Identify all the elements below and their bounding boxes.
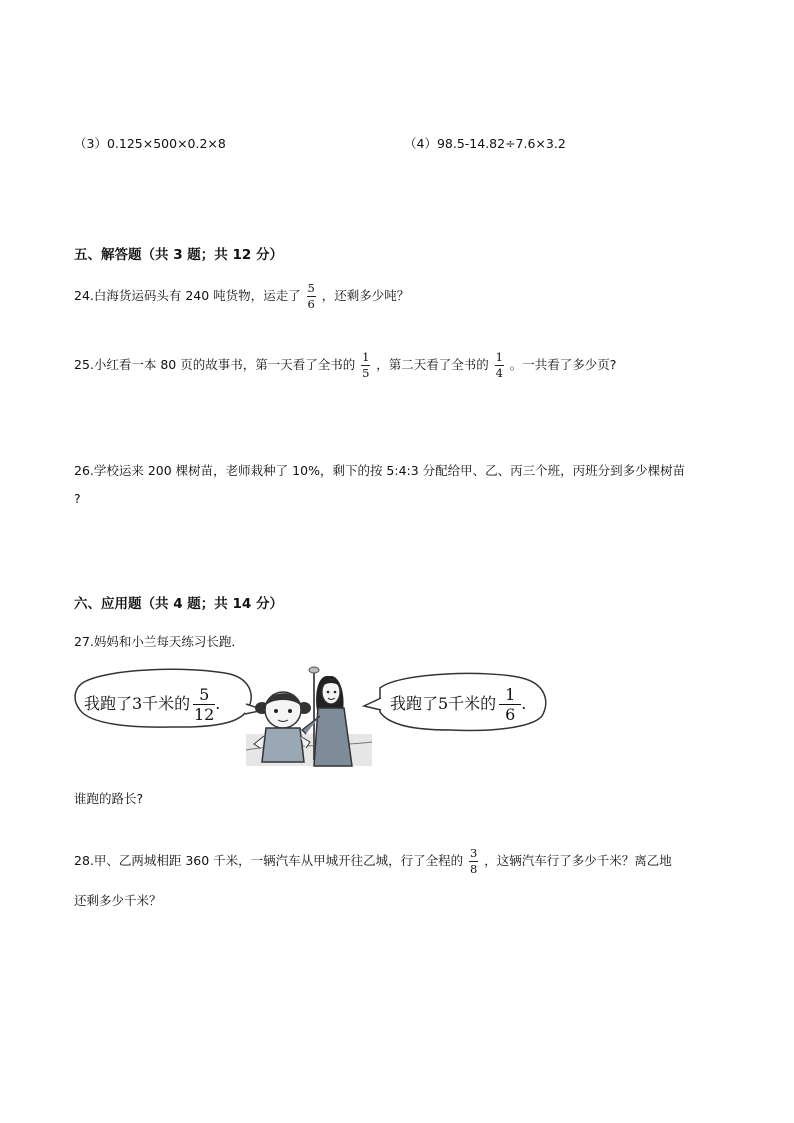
- q28-text-after: ，这辆汽车行了多少千米？离乙地: [484, 853, 672, 868]
- question-25: [74, 351, 616, 380]
- right-bubble-label: 我跑了5千米的: [390, 694, 497, 713]
- section-5-title: 五、解答题（共 3 题；共 12 分）: [74, 247, 283, 263]
- left-bubble-label: 我跑了3千米的: [84, 694, 191, 713]
- q25-fraction-1: [361, 351, 370, 380]
- q25-text-middle: ，第二天看了全书的: [376, 357, 489, 372]
- question-26-line-2: ?: [74, 491, 81, 506]
- question-24: [74, 282, 409, 311]
- q24-text-before: 24.白海货运码头有 240 吨货物，运走了: [74, 288, 301, 303]
- right-frac-denominator: 6: [505, 705, 516, 724]
- running-illustration: [70, 664, 560, 768]
- right-bubble-fraction: [499, 686, 521, 723]
- question-27-intro: 27.妈妈和小兰每天练习长跑．: [74, 634, 244, 649]
- q24-text-after: ，还剩多少吨？: [321, 288, 410, 303]
- q25-fraction-2: [495, 351, 504, 380]
- right-bubble-tail-text: .: [521, 694, 527, 713]
- section-6-title: 六、应用题（共 4 题；共 14 分）: [74, 596, 283, 612]
- right-frac-numerator: 1: [505, 685, 516, 704]
- left-bubble-fraction: [193, 686, 215, 723]
- left-frac-numerator: 5: [199, 685, 210, 704]
- right-bubble-tail: [364, 698, 381, 710]
- left-frac-denominator: 12: [194, 705, 215, 724]
- left-bubble-tail-text: .: [215, 694, 221, 713]
- left-bubble-text: [84, 686, 220, 723]
- q25-text-after: 。一共看了多少页?: [509, 357, 617, 372]
- question-26-line-1: 26.学校运来 200 棵树苗，老师栽种了 10%，剩下的按 5:4:3 分配给甲、乙、丙三个班，丙班分到多少棵树苗: [74, 463, 686, 478]
- q25-frac1-numerator: 1: [362, 350, 370, 364]
- calc-item-4: （4）98.5-14.82÷7.6×3.2: [404, 136, 566, 151]
- q25-text-before: 25.小红看一本 80 页的故事书，第一天看了全书的: [74, 357, 356, 372]
- right-bubble-text: [390, 686, 526, 723]
- q25-frac1-denominator: 5: [362, 366, 370, 380]
- q28-fraction: [469, 847, 478, 876]
- girl-figure: [254, 692, 311, 762]
- question-28-line-2: 还剩多少千米？: [74, 893, 162, 908]
- question-28-line-1: [74, 847, 672, 876]
- q25-frac2-numerator: 1: [495, 350, 503, 364]
- q28-text-before: 28.甲、乙两城相距 360 千米，一辆汽车从甲城开往乙城，行了全程的: [74, 853, 464, 868]
- q25-frac2-denominator: 4: [495, 366, 503, 380]
- q28-frac-numerator: 3: [470, 846, 478, 860]
- q24-fraction: [307, 282, 316, 311]
- question-27-question: 谁跑的路长?: [74, 791, 144, 806]
- q24-frac-denominator: 6: [307, 297, 315, 311]
- q24-frac-numerator: 5: [307, 281, 315, 295]
- q28-frac-denominator: 8: [470, 862, 478, 876]
- calc-item-3: （3）0.125×500×0.2×8: [74, 136, 226, 151]
